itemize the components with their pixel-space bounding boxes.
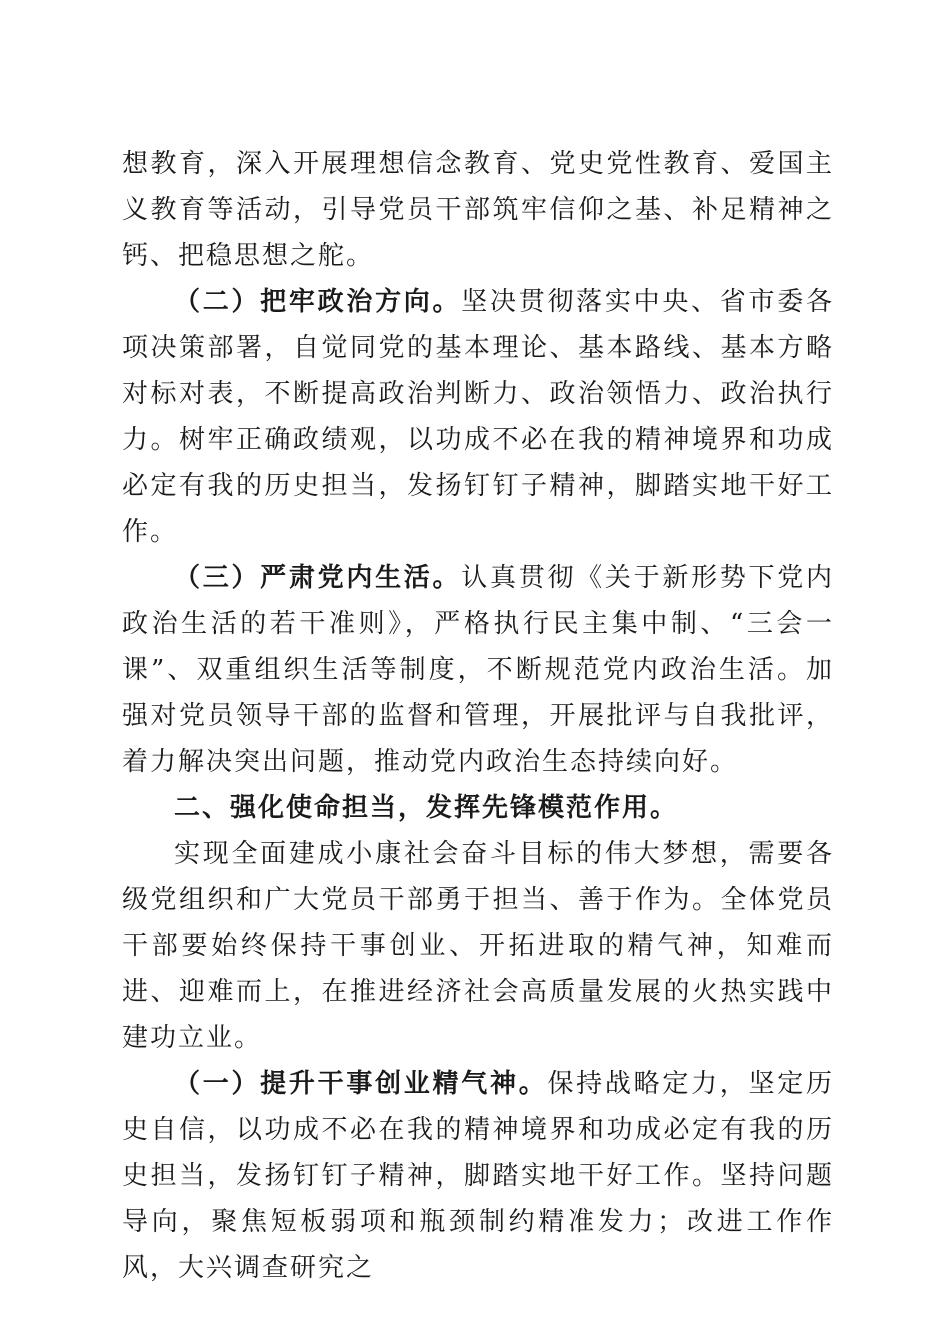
document-body [122,141,834,1291]
paragraph-lead: （一）提升干事创业精气神。 [174,1069,548,1099]
paragraph-political-direction [122,279,834,555]
paragraph-party-life [122,555,834,785]
paragraph-continuation [122,141,834,279]
paragraph-text: 认真贯彻《关于新形势下党内政治生活的若干准则》，严格执行民主集中制、“三会一课”、双重组织生活等制度，不断规范党内政治生活。加强对党员领导干部的监督和管理，开展批评与自我批评，着力解决突出问题，推动党内政治生态持续向好。 [122,563,834,777]
paragraph-text: 保持战略定力，坚定历史自信，以功成不必在我的精神境界和功成必定有我的历史担当，发扬钉钉子精神，脚踏实地干好工作。坚持问题导向，聚焦短板弱项和瓶颈制约精准发力；改进工作作风，大兴调查研究之 [122,1069,834,1283]
section-heading [122,785,834,831]
paragraph-text: 想教育，深入开展理想信念教育、党史党性教育、爱国主义教育等活动，引导党员干部筑牢信仰之基、补足精神之钙、把稳思想之舵。 [122,149,834,271]
section-heading-text: 二、强化使命担当，发挥先锋模范作用。 [174,793,679,823]
paragraph-text: 实现全面建成小康社会奋斗目标的伟大梦想，需要各级党组织和广大党员干部勇于担当、善于作为。全体党员干部要始终保持干事创业、开拓进取的精气神，知难而进、迎难而上，在推进经济社会高质量发展的火热实践中建功立业。 [122,839,834,1053]
paragraph-lead: （二）把牢政治方向。 [174,287,462,317]
paragraph-spirit [122,1061,834,1291]
paragraph-mission [122,831,834,1061]
paragraph-lead: （三）严肃党内生活。 [174,563,462,593]
paragraph-text: 坚决贯彻落实中央、省市委各项决策部署，自觉同党的基本理论、基本路线、基本方略对标对表，不断提高政治判断力、政治领悟力、政治执行力。树牢正确政绩观，以功成不必在我的精神境界和功成必定有我的历史担当，发扬钉钉子精神，脚踏实地干好工作。 [122,287,834,547]
